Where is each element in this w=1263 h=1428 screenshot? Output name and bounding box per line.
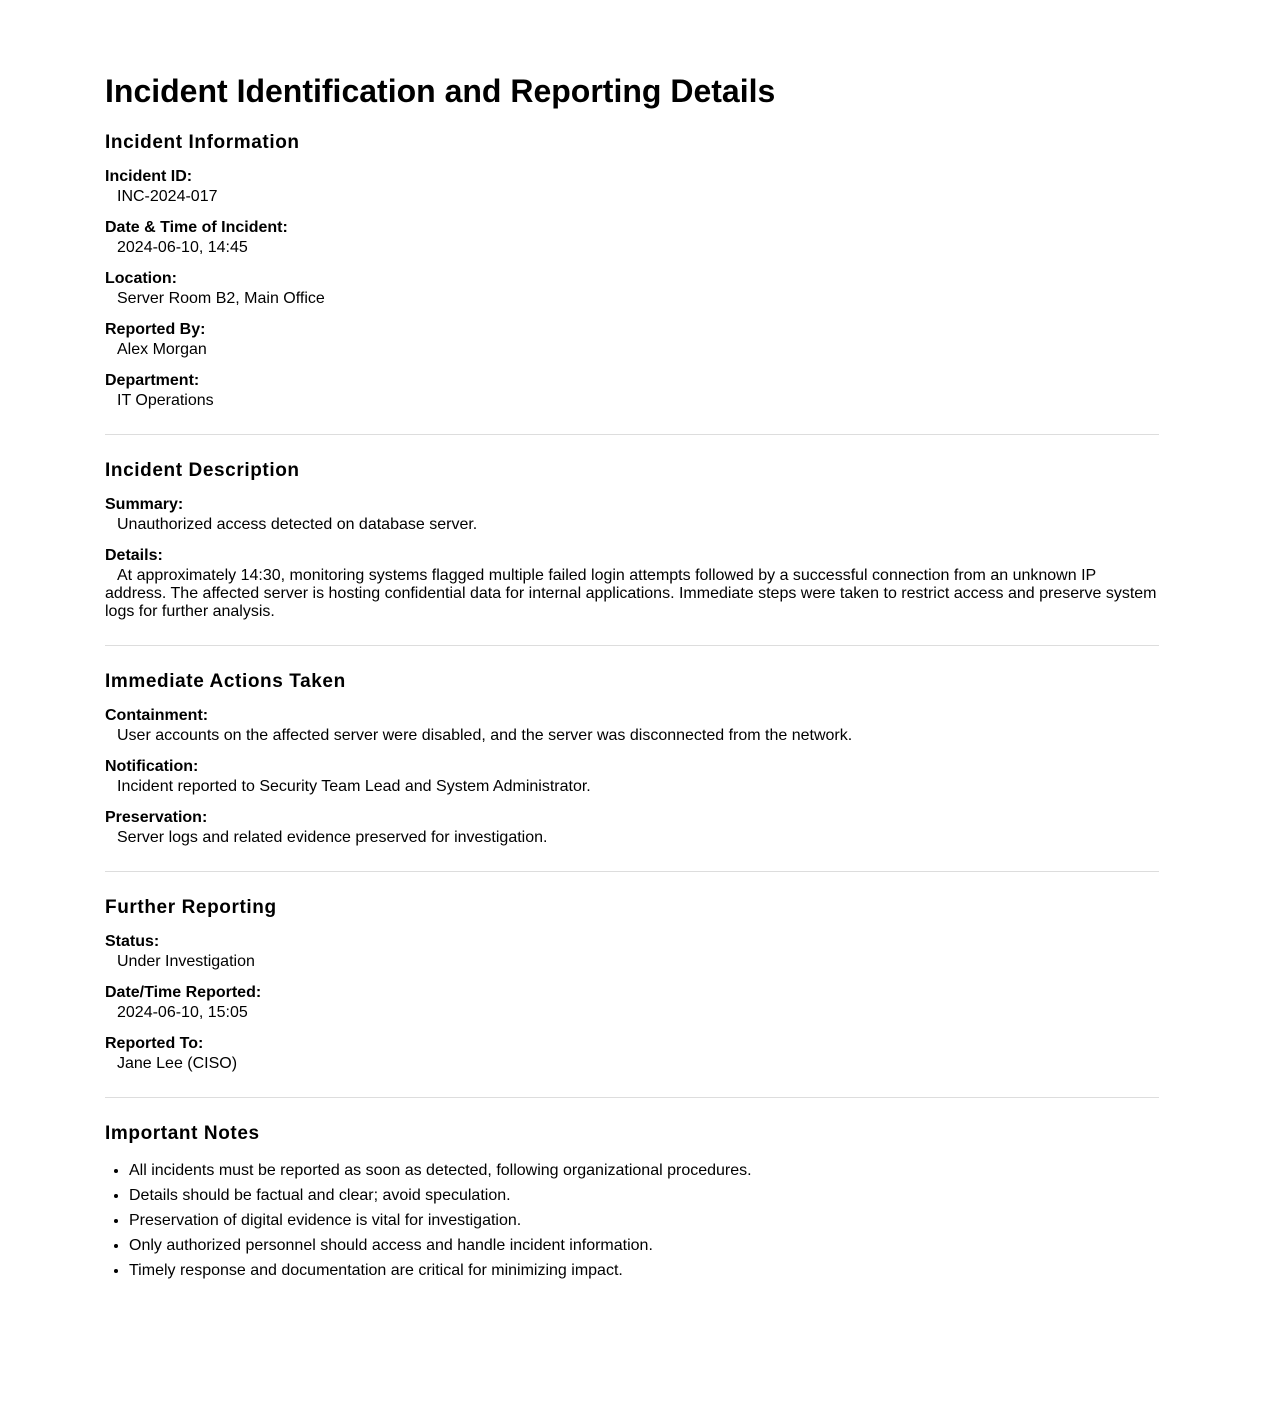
page-title: Incident Identification and Reporting Details <box>105 73 776 109</box>
field-incident-id <box>105 167 1159 206</box>
section-incident-description <box>105 459 1159 646</box>
field-summary <box>105 495 1159 534</box>
field-label: Notification: <box>105 758 199 775</box>
field-value: 2024-06-10, 14:45 <box>117 239 248 256</box>
list-item: • Timely response and documentation are critical for minimizing impact. <box>129 1258 1159 1283</box>
list-item: • All incidents must be reported as soon as detected, following organizational procedures. <box>129 1158 1159 1183</box>
field-label: Containment: <box>105 707 209 724</box>
field-label: Location: <box>105 270 177 287</box>
section-heading: Incident Description <box>105 460 300 481</box>
field-label: Reported By: <box>105 321 206 338</box>
field-date-time-reported <box>105 983 1159 1022</box>
field-location <box>105 269 1159 308</box>
document-page <box>105 0 1159 1307</box>
section-heading: Incident Information <box>105 132 300 153</box>
list-item: • Details should be factual and clear; avoid speculation. <box>129 1183 1159 1208</box>
field-value: Under Investigation <box>117 953 255 970</box>
section-immediate-actions <box>105 670 1159 872</box>
field-label: Date & Time of Incident: <box>105 219 288 236</box>
field-value: Jane Lee (CISO) <box>117 1055 238 1072</box>
notes-list <box>105 1158 1159 1283</box>
field-value: Server Room B2, Main Office <box>117 290 325 307</box>
field-label: Preservation: <box>105 809 208 826</box>
field-label: Details: <box>105 547 163 564</box>
field-label: Department: <box>105 372 200 389</box>
field-value: INC-2024-017 <box>117 188 218 205</box>
field-value: Incident reported to Security Team Lead and System Administrator. <box>117 778 591 795</box>
field-notification <box>105 757 1159 796</box>
section-heading: Important Notes <box>105 1123 260 1144</box>
field-reported-to <box>105 1034 1159 1073</box>
field-value: At approximately 14:30, monitoring systems flagged multiple failed login attempts followed by a successful connection from an unknown IP address. The affected server is hosting confidential data for internal applications. Immediate steps were taken to restrict access and preserve system logs for further analysis. <box>105 567 1157 620</box>
field-date-time-of-incident <box>105 218 1159 257</box>
field-label: Date/Time Reported: <box>105 984 262 1001</box>
field-preservation <box>105 808 1159 847</box>
section-heading: Further Reporting <box>105 897 277 918</box>
field-reported-by <box>105 320 1159 359</box>
field-label: Status: <box>105 933 160 950</box>
list-item: • Only authorized personnel should access and handle incident information. <box>129 1233 1159 1258</box>
field-status <box>105 932 1159 971</box>
field-value: 2024-06-10, 15:05 <box>117 1004 248 1021</box>
field-label: Reported To: <box>105 1035 204 1052</box>
field-value: Server logs and related evidence preserved for investigation. <box>117 829 548 846</box>
section-heading: Immediate Actions Taken <box>105 671 346 692</box>
list-item: • Preservation of digital evidence is vital for investigation. <box>129 1208 1159 1233</box>
field-value: Alex Morgan <box>117 341 207 358</box>
section-further-reporting <box>105 896 1159 1098</box>
field-label: Summary: <box>105 496 184 513</box>
field-department <box>105 371 1159 410</box>
field-label: Incident ID: <box>105 168 193 185</box>
field-value: Unauthorized access detected on database server. <box>117 516 478 533</box>
field-containment <box>105 706 1159 745</box>
section-incident-information <box>105 131 1159 435</box>
field-value: IT Operations <box>117 392 214 409</box>
section-important-notes <box>105 1122 1159 1307</box>
field-details <box>105 546 1159 621</box>
field-value: User accounts on the affected server were disabled, and the server was disconnected from the network. <box>117 727 853 744</box>
